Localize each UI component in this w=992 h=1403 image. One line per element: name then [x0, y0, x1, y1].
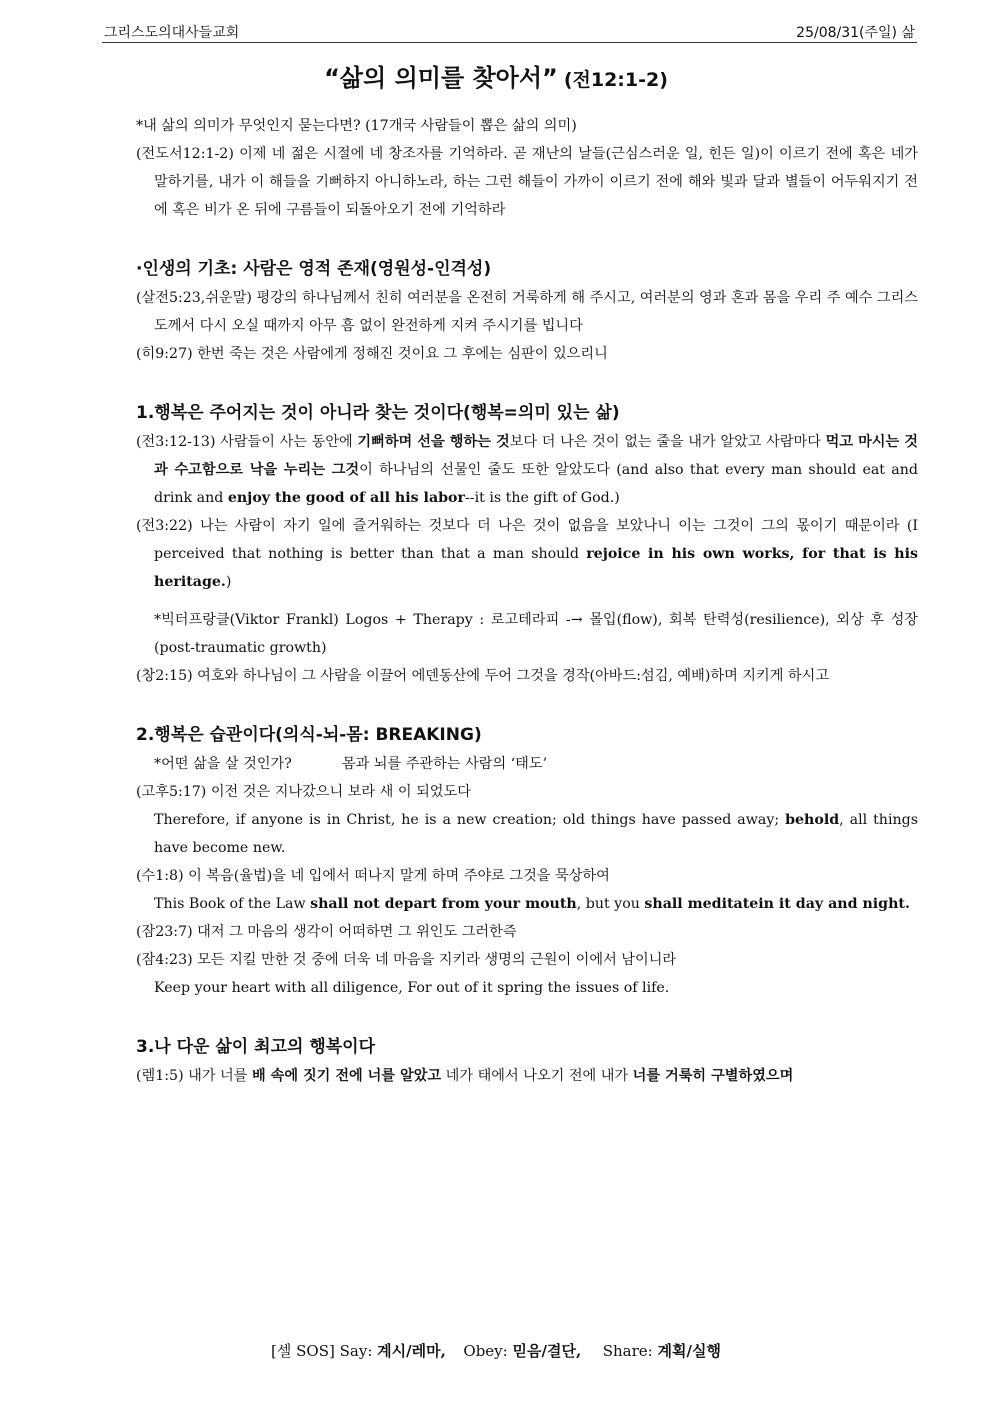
sermon-body [136, 112, 918, 1090]
verse-heb-9-27: (히9:27) 한번 죽는 것은 사람에게 정해진 것이요 그 후에는 심판이 있으리니 [136, 346, 608, 362]
verse-josh-1-8: (수1:8) 이 복음(율법)을 네 입에서 떠나지 말게 하며 주야로 그것을 묵상하여 [136, 868, 610, 884]
verse-gen-2-15: (창2:15) 여호와 하나님이 그 사람을 이끌어 에덴동산에 두어 그것을 경작(아바드:섬김, 예배)하며 지키게 하시고 [136, 668, 830, 684]
title-reference: (전12:1-2) [563, 69, 668, 91]
section-2-question: *어떤 삶을 살 것인가? 몸과 뇌를 주관하는 사람의 ‘태도’ [154, 756, 548, 772]
page-title [0, 58, 992, 93]
verse-prov-23-7: (잠23:7) 대저 그 마음의 생각이 어떠하면 그 위인도 그러한즉 [136, 924, 517, 940]
frankl-note: *빅터프랑클(Viktor Frankl) Logos + Therapy : 로고테라피 -→ 몰입(flow), 회복 탄력성(resilience), 외상 후 성장(post-traumatic growth) [154, 612, 918, 656]
sermon-date: 25/08/31(주일) 삶 [796, 25, 915, 41]
cell-sos-footer: [셀 SOS] Say: 계시/레마, Obey: 믿음/결단, Share: 계획/실행 [271, 1342, 721, 1360]
intro-verse: (전도서12:1-2) 이제 네 젊은 시절에 네 창조자를 기억하라. 곧 재난의 날들(근심스러운 일, 힌든 일)이 이르기 전에 혹은 네가 말하기를, 내가 이 해들을 기뻐하지 아니하노라, 하는 그런 해들이 가까이 이르기 전에 해와 빛과 달과 별들이 어두워지기 전에 혹은 비가 온 뒤에 구름들이 되돌아오기 전에 기억하라 [136, 146, 918, 218]
verse-2cor-5-17-en: Therefore, if anyone is in Christ, he is a new creation; old things have passed away; behold, all things have become new. [154, 812, 918, 856]
verse-prov-4-23: (잠4:23) 모든 지킬 만한 것 중에 더욱 네 마음을 지키라 생명의 근원이 이에서 남이니라 [136, 952, 677, 968]
verse-jer-1-5: (렘1:5) 내가 너를 배 속에 짓기 전에 너를 알았고 네가 태에서 나오기 전에 내가 너를 거룩히 구별하였으며 [136, 1068, 794, 1084]
intro-question: *내 삶의 의미가 무엇인지 묻는다면? (17개국 사람들이 뽑은 삶의 의미) [136, 118, 577, 134]
section-3-heading: 3.나 다운 삶이 최고의 행복이다 [136, 1037, 376, 1057]
section-2-heading: 2.행복은 습관이다(의식-뇌-몸: BREAKING) [136, 725, 482, 745]
verse-josh-1-8-en: This Book of the Law shall not depart from your mouth, but you shall meditatein it day and night. [154, 896, 910, 912]
verse-eccl-3-12: (전3:12-13) 사람들이 사는 동안에 기뻐하며 선을 행하는 것보다 더 나은 것이 없는 줄을 내가 알았고 사람마다 먹고 마시는 것과 수고함으로 낙을 누리는 그것이 하나님의 선물인 줄도 또한 알았도다 (and also that every man should eat and drink and enjoy the good of all his labor--it is the gift of God.) [136, 434, 918, 506]
church-name: 그리스도의대사들교회 [104, 25, 240, 41]
title-main: “삶의 의미를 찾아서” [324, 64, 558, 92]
page-header [102, 20, 917, 43]
section-1-heading: 1.행복은 주어지는 것이 아니라 찾는 것이다(행복=의미 있는 삶) [136, 403, 620, 423]
verse-2cor-5-17: (고후5:17) 이전 것은 지나갔으니 보라 새 이 되었도다 [136, 784, 471, 800]
section-foundation-heading: ·인생의 기초: 사람은 영적 존재(영원성-인격성) [136, 259, 492, 279]
verse-1thes-5-23: (살전5:23,쉬운말) 평강의 하나님께서 친히 여러분을 온전히 거룩하게 해 주시고, 여러분의 영과 혼과 몸을 우리 주 예수 그리스도께서 다시 오실 때까지 아무 흠 없이 완전하게 지켜 주시기를 빕니다 [136, 290, 918, 334]
verse-prov-4-23-en: Keep your heart with all diligence, For out of it spring the issues of life. [154, 980, 670, 996]
verse-eccl-3-22: (전3:22) 나는 사람이 자기 일에 즐거워하는 것보다 더 나은 것이 없음을 보았나니 이는 그것이 그의 몫이기 때문이라 (I perceived that nothing is better than that a man should rejoice in his own works, for that is his heritage.) [136, 518, 918, 590]
